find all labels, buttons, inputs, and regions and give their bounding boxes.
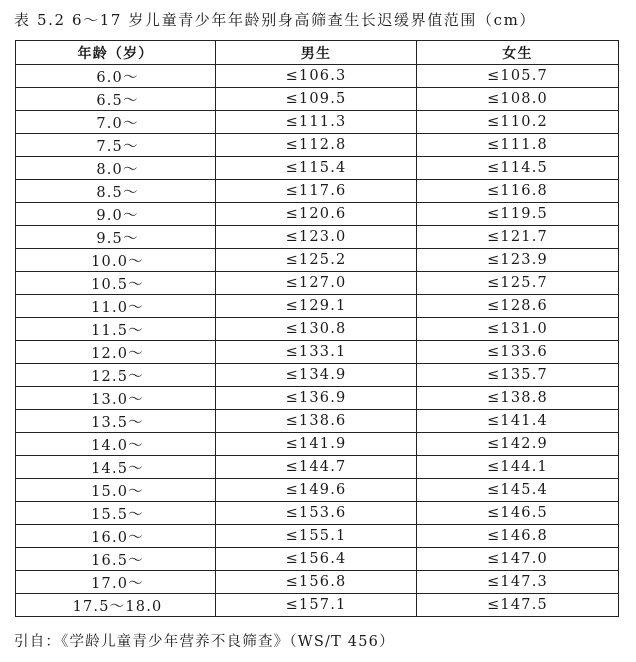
age-cell: 15.5～ [16,502,216,525]
boys-cutoff-cell: ≤115.4 [216,157,417,180]
girls-cutoff-cell: ≤133.6 [417,341,619,364]
table-row [16,502,619,525]
table-row [16,111,619,134]
age-cell: 12.5～ [16,364,216,387]
boys-cutoff-cell: ≤123.0 [216,226,417,249]
age-cell: 6.5～ [16,88,216,111]
age-cell: 7.5～ [16,134,216,157]
boys-cutoff-cell: ≤109.5 [216,88,417,111]
table-row [16,387,619,410]
table-row [16,571,619,594]
boys-cutoff-cell: ≤156.8 [216,571,417,594]
girls-cutoff-cell: ≤144.1 [417,456,619,479]
boys-cutoff-cell: ≤129.1 [216,295,417,318]
table-body [16,65,619,617]
header-girls: 女生 [417,41,619,65]
table-row [16,295,619,318]
boys-cutoff-cell: ≤133.1 [216,341,417,364]
girls-cutoff-cell: ≤147.0 [417,548,619,571]
table-row [16,203,619,226]
girls-cutoff-cell: ≤147.5 [417,594,619,617]
boys-cutoff-cell: ≤125.2 [216,249,417,272]
age-cell: 8.5～ [16,180,216,203]
boys-cutoff-cell: ≤136.9 [216,387,417,410]
age-cell: 7.0～ [16,111,216,134]
age-cell: 10.0～ [16,249,216,272]
girls-cutoff-cell: ≤108.0 [417,88,619,111]
girls-cutoff-cell: ≤125.7 [417,272,619,295]
table-row [16,134,619,157]
girls-cutoff-cell: ≤110.2 [417,111,619,134]
table-row [16,456,619,479]
source-note: 引自：《学龄儿童青少年营养不良筛查》（WS/T 456） [14,634,395,650]
girls-cutoff-cell: ≤119.5 [417,203,619,226]
girls-cutoff-cell: ≤105.7 [417,65,619,88]
boys-cutoff-cell: ≤112.8 [216,134,417,157]
age-cell: 12.0～ [16,341,216,364]
boys-cutoff-cell: ≤120.6 [216,203,417,226]
girls-cutoff-cell: ≤131.0 [417,318,619,341]
boys-cutoff-cell: ≤157.1 [216,594,417,617]
boys-cutoff-cell: ≤156.4 [216,548,417,571]
age-cell: 10.5～ [16,272,216,295]
age-cell: 16.0～ [16,525,216,548]
table-row [16,433,619,456]
age-cell: 13.0～ [16,387,216,410]
girls-cutoff-cell: ≤141.4 [417,410,619,433]
table-row [16,272,619,295]
age-cell: 13.5～ [16,410,216,433]
boys-cutoff-cell: ≤127.0 [216,272,417,295]
table-row [16,65,619,88]
age-cell: 9.0～ [16,203,216,226]
height-screening-table [15,40,619,617]
boys-cutoff-cell: ≤155.1 [216,525,417,548]
age-cell: 14.0～ [16,433,216,456]
age-cell: 9.5～ [16,226,216,249]
table-row [16,548,619,571]
age-cell: 15.0～ [16,479,216,502]
boys-cutoff-cell: ≤130.8 [216,318,417,341]
table-row [16,318,619,341]
boys-cutoff-cell: ≤106.3 [216,65,417,88]
boys-cutoff-cell: ≤141.9 [216,433,417,456]
table-header-row [16,41,619,65]
age-cell: 14.5～ [16,456,216,479]
table-row [16,341,619,364]
age-cell: 17.0～ [16,571,216,594]
boys-cutoff-cell: ≤117.6 [216,180,417,203]
girls-cutoff-cell: ≤123.9 [417,249,619,272]
girls-cutoff-cell: ≤116.8 [417,180,619,203]
table-row [16,157,619,180]
girls-cutoff-cell: ≤138.8 [417,387,619,410]
age-cell: 11.0～ [16,295,216,318]
girls-cutoff-cell: ≤111.8 [417,134,619,157]
girls-cutoff-cell: ≤145.4 [417,479,619,502]
table-row [16,594,619,617]
boys-cutoff-cell: ≤111.3 [216,111,417,134]
boys-cutoff-cell: ≤134.9 [216,364,417,387]
girls-cutoff-cell: ≤146.5 [417,502,619,525]
table-row [16,364,619,387]
age-cell: 8.0～ [16,157,216,180]
age-cell: 17.5～18.0 [16,594,216,617]
girls-cutoff-cell: ≤147.3 [417,571,619,594]
girls-cutoff-cell: ≤142.9 [417,433,619,456]
table-row [16,180,619,203]
table-row [16,479,619,502]
girls-cutoff-cell: ≤146.8 [417,525,619,548]
girls-cutoff-cell: ≤121.7 [417,226,619,249]
age-cell: 11.5～ [16,318,216,341]
girls-cutoff-cell: ≤128.6 [417,295,619,318]
table-row [16,88,619,111]
girls-cutoff-cell: ≤135.7 [417,364,619,387]
table-row [16,226,619,249]
header-age: 年龄（岁） [16,41,216,65]
table-row [16,410,619,433]
age-cell: 6.0～ [16,65,216,88]
age-cell: 16.5～ [16,548,216,571]
table-caption: 表 5.2 6～17 岁儿童青少年年龄别身高筛查生长迟缓界值范围（cm） [14,11,537,29]
table-row [16,249,619,272]
boys-cutoff-cell: ≤138.6 [216,410,417,433]
boys-cutoff-cell: ≤144.7 [216,456,417,479]
header-boys: 男生 [216,41,417,65]
boys-cutoff-cell: ≤153.6 [216,502,417,525]
boys-cutoff-cell: ≤149.6 [216,479,417,502]
girls-cutoff-cell: ≤114.5 [417,157,619,180]
table-row [16,525,619,548]
